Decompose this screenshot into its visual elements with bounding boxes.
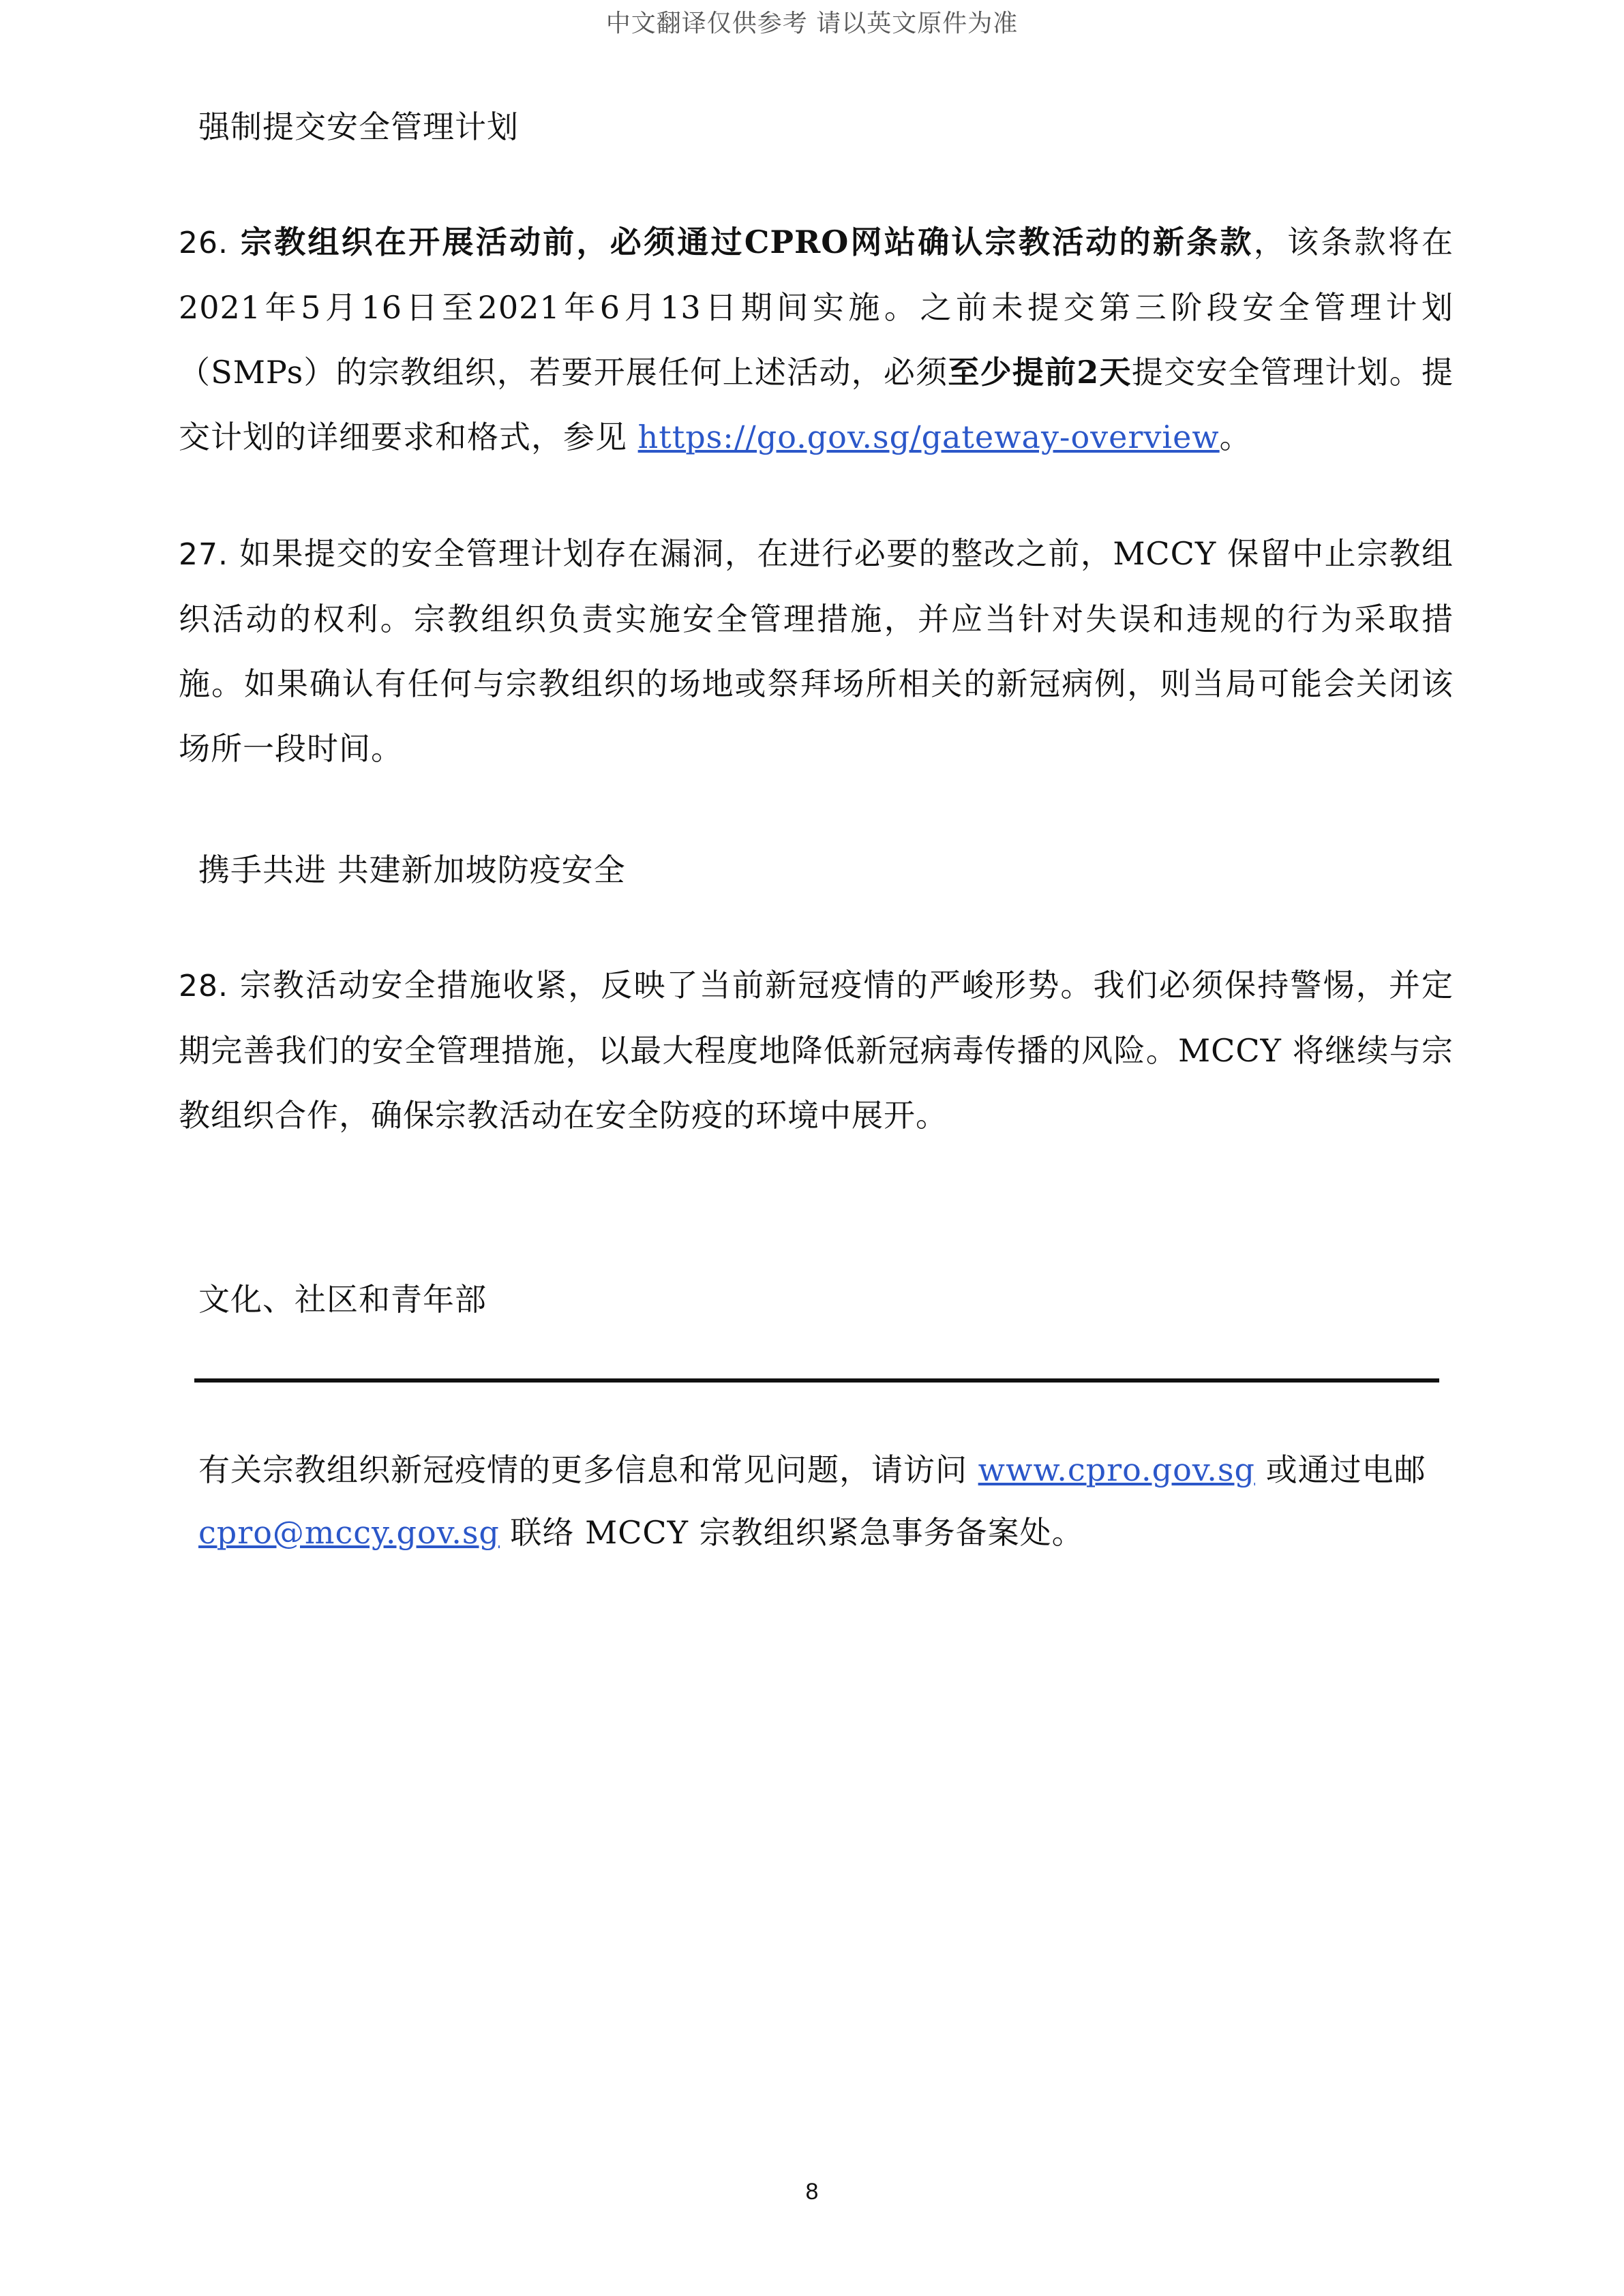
section-heading-smp: 强制提交安全管理计划 [198,108,519,145]
paragraph-number: 28. [179,969,228,1003]
paragraph-26-lead: 宗教组织在开展活动前，必须通过CPRO网站确认宗教活动的新条款 [240,224,1254,260]
contact-text-1: 有关宗教组织新冠疫情的更多信息和常见问题，请访问 [198,1451,978,1488]
ministry-name: 文化、社区和青年部 [198,1281,487,1318]
paragraph-number: 27. [179,537,228,572]
paragraph-number: 26. [179,226,228,260]
paragraph-26-end: 。 [1219,419,1252,455]
paragraph-28 [179,953,1454,1148]
section-heading-together: 携手共进 共建新加坡防疫安全 [198,851,626,888]
paragraph-26 [179,210,1454,470]
contact-text-3: 联络 MCCY 宗教组织紧急事务备案处。 [499,1514,1084,1551]
cpro-website-link[interactable]: www.cpro.gov.sg [978,1451,1255,1488]
paragraph-26-text: ，该条款将在2021年5月16日至2021年6月13日期间实施。之前未提交第三阶段安全管理计划（SMPs）的宗教组织，若要开展任何上述活动，必须 [179,224,1454,391]
cpro-email-link[interactable]: cpro@mccy.gov.sg [198,1514,500,1551]
contact-paragraph [198,1438,1446,1564]
paragraph-27 [179,522,1454,781]
paragraph-26-deadline: 至少提前2天 [948,354,1132,391]
paragraph-27-text: 如果提交的安全管理计划存在漏洞，在进行必要的整改之前，MCCY 保留中止宗教组织活动的权利。宗教组织负责实施安全管理措施，并应当针对失误和违规的行为采取措施。如果确认有任何与宗教组织的场地或祭拜场所相关的新冠病例，则当局可能会关闭该场所一段时间。 [179,535,1454,767]
divider-line [194,1378,1439,1383]
translation-disclaimer: 中文翻译仅供参考 请以英文原件为准 [605,10,1019,37]
page-number: 8 [805,2179,819,2205]
paragraph-28-text: 宗教活动安全措施收紧，反映了当前新冠疫情的严峻形势。我们必须保持警惕，并定期完善我们的安全管理措施，以最大程度地降低新冠病毒传播的风险。MCCY 将继续与宗教组织合作，确保宗教活动在安全防疫的环境中展开。 [179,967,1454,1134]
contact-text-2: 或通过电邮 [1254,1451,1426,1488]
paragraph-26-text-2: 提交安全管理计划。提交计划的详细要求和格式，参见 [179,354,1454,455]
gateway-overview-link[interactable]: https://go.gov.sg/gateway-overview [637,419,1220,455]
